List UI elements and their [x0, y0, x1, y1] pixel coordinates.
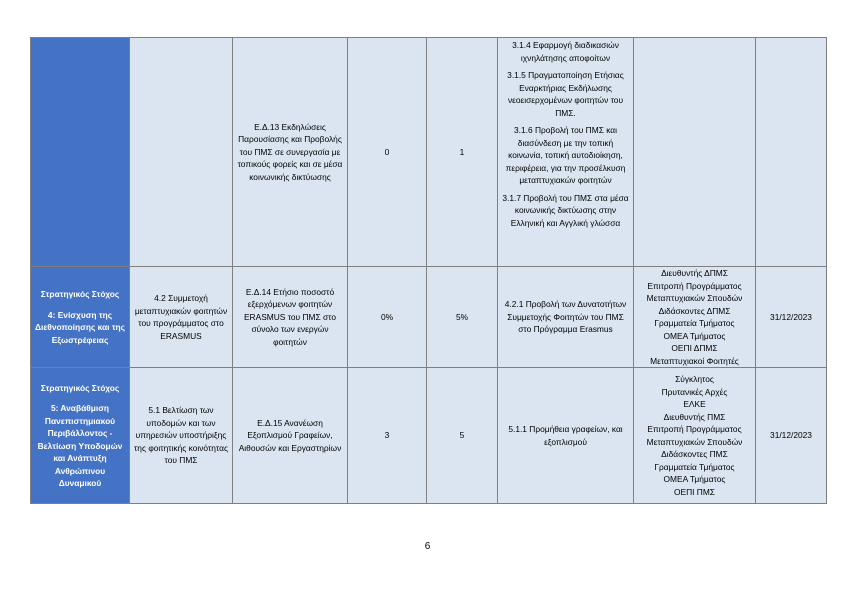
strategic-goal-cell	[31, 368, 130, 504]
responsible-cell	[634, 267, 756, 368]
goal-text: 4: Ενίσχυση της Διεθνοποίησης και της Εξωστρέφειας	[34, 309, 126, 345]
page-number: 6	[424, 541, 431, 552]
responsible-item: Διδάσκοντες ΠΜΣ	[661, 449, 728, 459]
strategic-goal-cell	[31, 38, 130, 267]
indicator-cell: Ε.Δ.13 Εκδηλώσεις Παρουσίασης και Προβολής του ΠΜΣ σε συνεργασία με τοπικούς φορείς και σε μέσα κοινωνικής δικτύωσης	[233, 38, 348, 267]
responsible-item: Μεταπτυχιακοί Φοιτητές	[650, 355, 739, 366]
objective-cell	[130, 38, 233, 267]
responsible-item: ΟΕΠΙ ΠΜΣ	[673, 486, 715, 497]
target-cell: 5	[427, 368, 498, 504]
baseline-cell: 0	[348, 38, 427, 267]
deadline-cell: 31/12/2023	[756, 267, 827, 368]
target-cell: 5%	[427, 267, 498, 368]
deadline-cell	[756, 38, 827, 267]
actions-cell	[498, 267, 634, 368]
action-item: 5.1.1 Προμήθεια γραφείων, και εξοπλισμού	[508, 424, 623, 447]
responsible-item: Πρυτανικές Αρχές	[661, 386, 728, 397]
responsible-item: ΟΕΠΙ ΔΠΜΣ	[671, 343, 718, 353]
action-item: 3.1.4 Εφαρμογή διαδικασιών ιχνηλάτησης αποφοίτων	[512, 40, 619, 63]
responsible-item: Διευθυντής ΠΜΣ	[663, 411, 726, 422]
responsible-item: Σύγκλητος	[675, 374, 714, 384]
goal-text: 5: Αναβάθμιση Πανεπιστημιακού Περιβάλλοντος - Βελτίωση Υποδομών και Ανάπτυξη Ανθρώπινου Δυναμικού	[37, 403, 123, 488]
actions-cell	[498, 38, 634, 267]
action-item: 4.2.1 Προβολή των Δυνατοτήτων Συμμετοχής Φοιτητών του ΠΜΣ στο Πρόγραμμα Erasmus	[504, 299, 627, 335]
table-row	[31, 267, 827, 368]
strategic-plan-table	[30, 37, 827, 504]
goal-title: Στρατηγικός Στόχος	[40, 289, 120, 299]
goal-title: Στρατηγικός Στόχος	[40, 382, 120, 393]
deadline-cell: 31/12/2023	[756, 368, 827, 504]
indicator-cell: Ε.Δ.14 Ετήσιο ποσοστό εξερχόμενων φοιτητών ERASMUS του ΠΜΣ στο σύνολο των ενεργών φοιτητών	[233, 267, 348, 368]
table-row	[31, 368, 827, 504]
responsible-item: Επιτροπή Προγράμματος Μεταπτυχιακών Σπουδών	[646, 424, 743, 447]
action-item: 3.1.5 Πραγματοποίηση Ετήσιας Εναρκτήριας Εκδήλωσης νεοεισερχομένων φοιτητών του ΠΜΣ.	[507, 70, 624, 118]
objective-cell: 5.1 Βελτίωση των υποδομών και των υπηρεσιών υποστήριξης της φοιτητικής κοινότητας του ΠΜΣ	[130, 368, 233, 504]
actions-cell	[498, 368, 634, 504]
action-item: 3.1.6 Προβολή του ΠΜΣ και διασύνδεση με την τοπική κοινωνία, τοπική αυτοδιοίκηση, περιφέρεια, για την προσέλκυση μεταπτυχιακών φοιτητών	[505, 125, 626, 185]
responsible-cell	[634, 368, 756, 504]
responsible-item: ΕΛΚΕ	[683, 399, 706, 409]
responsible-item: ΟΜΕΑ Τμήματος	[663, 474, 726, 484]
responsible-item: Διευθυντής ΔΠΜΣ	[661, 268, 728, 278]
indicator-cell: Ε.Δ.15 Ανανέωση Εξοπλισμού Γραφείων, Αιθουσών και Εργαστηρίων	[233, 368, 348, 504]
baseline-cell: 3	[348, 368, 427, 504]
responsible-cell	[634, 38, 756, 267]
action-item: 3.1.7 Προβολή του ΠΜΣ στα μέσα κοινωνικής δικτύωσης στην Ελληνική και Αγγλική γλώσσα	[502, 192, 629, 228]
responsible-item: Επιτροπή Προγράμματος Μεταπτυχιακών Σπουδών	[646, 280, 743, 303]
table-row	[31, 38, 827, 267]
baseline-cell: 0%	[348, 267, 427, 368]
objective-cell: 4.2 Συμμετοχή μεταπτυχιακών φοιτητών του προγράμματος στο ERASMUS	[130, 267, 233, 368]
responsible-item: Γραμματεία Τμήματος	[654, 318, 735, 328]
responsible-item: Διδάσκοντες ΔΠΜΣ	[658, 305, 731, 316]
target-cell: 1	[427, 38, 498, 267]
responsible-item: Γραμματεία Τμήματος	[654, 461, 735, 472]
responsible-item: ΟΜΕΑ Τμήματος	[663, 330, 726, 341]
strategic-goal-cell	[31, 267, 130, 368]
